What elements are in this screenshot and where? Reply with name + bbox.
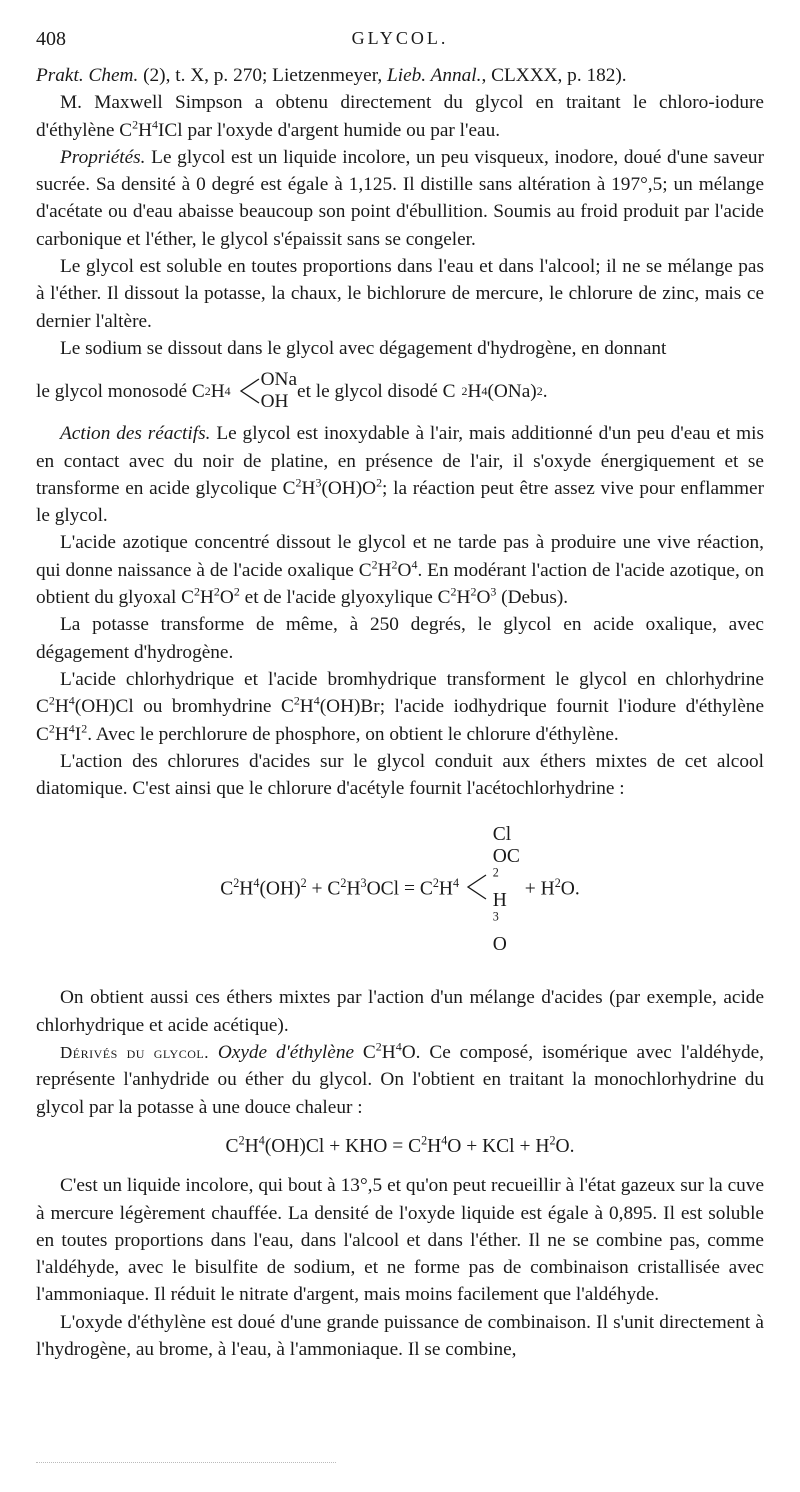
text-span: + C	[306, 878, 341, 900]
text-span: O	[492, 934, 507, 956]
text-span: (Debus).	[496, 587, 569, 609]
text-span: O + KCl + H	[447, 1135, 550, 1157]
superscript: 2	[81, 721, 88, 736]
superscript: 4	[253, 876, 260, 891]
superscript: 4	[258, 1133, 265, 1148]
page-number: 408	[36, 28, 66, 50]
text-span: et de l'acide glyoxylique C	[239, 587, 451, 609]
running-title: GLYCOL.	[351, 28, 449, 48]
paragraph-soluble: Le glycol est soluble en toutes proportions dans l'eau et dans l'alcool; il ne se mélange pas à l'éther. Il dissout la potasse, la chaux, le bichlorure de mercure, le chlorure de zinc, mais ce dernier l'altère.	[36, 256, 764, 332]
superscript: 4	[453, 876, 460, 891]
section-label: Propriétés.	[60, 146, 146, 168]
equation-acetochlorhydrine	[36, 824, 764, 956]
text-span: C	[225, 1135, 239, 1157]
text-span: C	[354, 1042, 376, 1064]
superscript: 2	[194, 584, 200, 599]
superscript: 2	[375, 1039, 382, 1054]
superscript: 2	[48, 721, 55, 736]
superscript: 4	[313, 693, 320, 708]
text-span: O. Ce composé, isomérique avec l'aldéhyde, représente l'anhydride ou éther du glycol. On l'obtient en traitant la monochlorhydrine du glycol par la potasse à une douce chaleur :	[36, 1042, 764, 1118]
text-span: I	[74, 723, 82, 745]
text-span: OCl = C	[366, 878, 433, 900]
text-span: ICl par l'oxyde d'argent humide ou par l'eau.	[158, 119, 501, 141]
compound-name: Oxyde d'éthylène	[217, 1042, 355, 1064]
text-span: H	[239, 878, 254, 900]
superscript: 4	[441, 1133, 448, 1148]
formula-monosode: le glycol monosodé C 2 H 4 ONa OH et le glycol disodé C 2 H 4 (ONa) 2 .	[36, 369, 548, 413]
superscript: 2	[233, 876, 240, 891]
paragraph-maxwell	[36, 89, 764, 144]
section-label: Dérivés du glycol.	[60, 1043, 209, 1063]
page-body	[36, 62, 764, 1363]
superscript: 2	[340, 876, 347, 891]
superscript: 4	[68, 693, 75, 708]
superscript: 2	[470, 584, 477, 599]
text-span: M. Maxwell Simpson a obtenu directement du glycol en traitant le chloro-iodure d'éthylène C	[36, 92, 764, 141]
text-span: H	[346, 878, 361, 900]
text-span: O	[397, 559, 412, 581]
superscript: 2	[213, 584, 220, 599]
text-span: L'acide chlorhydrique et l'acide bromhydrique transforment le glycol en chlorhydrine C	[36, 668, 764, 718]
text-span: H	[377, 559, 392, 581]
text-span: H	[54, 696, 69, 718]
text-span: . En modérant l'action de l'acide azotique, on obtient du glyoxal C	[36, 559, 764, 609]
journal-ref: Prakt. Chem.	[36, 65, 139, 86]
text-span: H	[381, 1042, 396, 1064]
superscript: 2	[132, 117, 139, 132]
text-span: H	[492, 890, 507, 912]
text-span: H	[467, 380, 482, 402]
substituent-cl: Cl	[492, 824, 512, 846]
superscript: 2	[295, 475, 302, 490]
text-span: (ONa)	[487, 380, 537, 402]
paragraph-on-obtient: On obtient aussi ces éthers mixtes par l'action d'un mélange d'acides (par exemple, acide chlorhydrique et acide acétique).	[36, 987, 764, 1036]
substituent-ona: ONa	[260, 369, 298, 391]
text-span: C	[220, 878, 234, 900]
text-span: le glycol monosodé C	[36, 380, 205, 402]
paragraph-proprietes	[36, 144, 764, 253]
text-span: O	[219, 587, 234, 609]
text-span: et le glycol disodé C	[297, 380, 456, 402]
superscript: 3	[360, 876, 367, 891]
substituent-oh: OH	[260, 391, 289, 413]
superscript: 3	[492, 909, 499, 924]
text-span: (OH)Cl ou bromhydrine C	[74, 696, 294, 718]
text-span: .	[542, 380, 548, 402]
branch-bracket-icon	[464, 873, 488, 901]
text-span: H	[456, 587, 471, 609]
text-span: O.	[560, 878, 580, 900]
paragraph-ethers-mixtes: L'action des chlorures d'acides sur le glycol conduit aux éthers mixtes de cet alcool diatomique. C'est ainsi que le chlorure d'acétyle fournit l'acétochlorhydrine :	[36, 750, 764, 800]
paragraph-action	[36, 420, 764, 529]
superscript: 2	[549, 1133, 556, 1148]
superscript: 2	[376, 475, 383, 490]
page-header	[36, 28, 764, 58]
text-span: OC	[492, 846, 520, 868]
section-label: Action des réactifs.	[60, 423, 211, 445]
footer-divider	[36, 1462, 336, 1463]
text-span: H	[138, 119, 153, 141]
paragraph-combinaison: L'oxyde d'éthylène est doué d'une grande puissance de combinaison. Il s'unit directement à l'hydrogène, au brome, à l'eau, à l'ammoniaque. Il se combine,	[36, 1311, 764, 1360]
substituent-acetyl	[493, 846, 520, 956]
superscript: 2	[421, 1133, 428, 1148]
journal-ref: Lieb. Annal.	[387, 65, 482, 86]
superscript: 2	[492, 865, 499, 880]
text-span: H	[427, 1135, 442, 1157]
text-span: Le glycol est un liquide incolore, un peu visqueux, inodore, doué d'une saveur sucrée. Sa densité à 0 degré est égale à 1,125. Il distille sans altération à 197°,5; un mélange d'acétate ou d'eau abaisse beaucoup son point d'ébullition. Soumis au froid produit par l'acide carbonique et l'éther, le glycol s'épaissit sans se congeler.	[36, 146, 764, 250]
branch-bracket-icon	[237, 377, 261, 405]
text-span: . Avec le perchlorure de phosphore, on obtient le chlorure d'éthylène.	[87, 723, 619, 745]
text-span: O	[476, 587, 491, 609]
equation-oxyde	[36, 1133, 764, 1160]
superscript: 3	[490, 584, 497, 599]
paragraph-azotique	[36, 529, 764, 611]
superscript: 4	[411, 557, 418, 572]
superscript: 2	[391, 557, 398, 572]
superscript: 2	[48, 693, 55, 708]
text-span: H	[199, 587, 214, 609]
text-span: (OH)	[259, 878, 301, 900]
paragraph-chlorhydrique	[36, 666, 764, 748]
superscript: 2	[432, 876, 439, 891]
paragraph-sodium: Le sodium se dissout dans le glycol avec dégagement d'hydrogène, en donnant	[60, 337, 667, 359]
text-span: (OH)O	[321, 477, 377, 499]
text-span: ; la réaction peut être assez vive pour enflammer le glycol.	[36, 477, 764, 527]
text-span: L'acide azotique concentré dissout le glycol et ne tarde pas à produire une vive réaction, qui donne naissance à de l'acide oxalique C	[36, 532, 764, 581]
text-span: H	[438, 878, 453, 900]
superscript: 3	[315, 475, 322, 490]
text-span: Le glycol est inoxydable à l'air, mais additionné d'un peu d'eau et mis en contact avec du noir de platine, en présence de l'air, il s'oxyde énergiquement et se transforme en acide glycolique C	[36, 423, 764, 499]
superscript: 2	[371, 557, 378, 572]
text-span: (OH)Cl + KHO = C	[264, 1135, 422, 1157]
superscript: 2	[554, 876, 561, 891]
superscript: 4	[68, 721, 75, 736]
superscript: 2	[233, 584, 240, 599]
text-span: H	[299, 696, 314, 718]
paragraph-liquide: C'est un liquide incolore, qui bout à 13°,5 et qu'on peut recueillir à l'état gazeux sur la cuve à mercure légèrement chauffée. La densité de l'oxyde liquide est égale à 0,895. Il est soluble en toutes proportions dans l'eau, dans l'alcool et dans l'éther. Il ne se combine pas, comme l'aldéhyde, avec le bisulfite de sodium, et ne forme pas de combinaison cristallisée avec l'ammoniaque. Il réduit le nitrate d'argent, mais moins facilement que l'aldéhyde.	[36, 1175, 764, 1306]
text-span: H	[301, 477, 316, 499]
text-span: , CLXXX, p. 182).	[481, 65, 627, 86]
text-span: H	[54, 723, 69, 745]
substituent-stack	[261, 369, 297, 413]
superscript: 2	[300, 876, 307, 891]
superscript: 2	[293, 693, 300, 708]
superscript: 2	[450, 584, 457, 599]
superscript: 4	[395, 1039, 402, 1054]
paragraph-derives	[36, 1039, 764, 1121]
text-span: (2), t. X, p. 270; Lietzenmeyer,	[138, 65, 388, 86]
substituent-stack	[493, 824, 520, 956]
superscript: 4	[152, 117, 159, 132]
text-span: O.	[555, 1135, 575, 1157]
reference-line	[36, 62, 764, 89]
paragraph-potasse: La potasse transforme de même, à 250 degrés, le glycol en acide oxalique, avec dégagement d'hydrogène.	[36, 614, 764, 663]
superscript: 2	[238, 1133, 245, 1148]
text-span: (OH)Br; l'acide iodhydrique fournit l'iodure d'éthylène C	[36, 696, 765, 745]
text-span: H	[210, 380, 225, 402]
text-span: + H	[524, 878, 555, 900]
text-span: H	[244, 1135, 259, 1157]
